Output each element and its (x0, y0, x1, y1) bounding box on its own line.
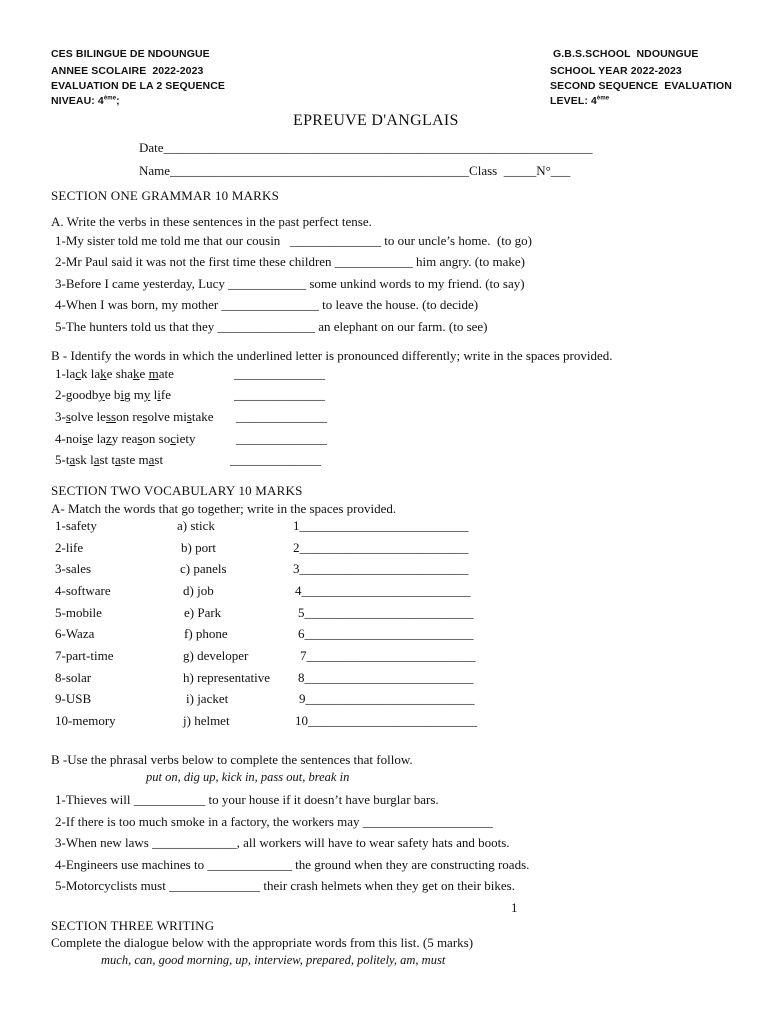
match-term: 8-solar (55, 670, 92, 685)
match-answer-blank[interactable]: 10__________________________ (295, 713, 477, 728)
match-term: 1-safety (55, 518, 97, 533)
grammar-question[interactable]: 3-Before I came yesterday, Lucy ____________ some unkind words to my friend. (to say) (55, 276, 525, 291)
match-option: a) stick (177, 518, 215, 533)
match-term: 9-USB (55, 691, 92, 706)
level-fr: NIVEAU: 4ème; (51, 95, 120, 107)
phrasal-verbs-list: put on, dig up, kick in, pass out, break in (146, 770, 350, 784)
pronunciation-word: noise (65, 431, 94, 446)
pronunciation-answer-blank[interactable]: ______________ (234, 387, 325, 402)
match-option: e) Park (184, 605, 222, 620)
pronunciation-word: mast (138, 452, 164, 467)
pronunciation-word: reason (121, 431, 156, 446)
pronunciation-word: society (158, 431, 196, 446)
match-term: 3-sales (55, 561, 92, 576)
pronunciation-words: 1-lack lake shake mate (55, 366, 174, 381)
match-term: 7-part-time (55, 648, 114, 663)
match-answer-blank[interactable]: 4__________________________ (295, 583, 471, 598)
match-term: 2-life (55, 540, 84, 555)
match-term: 6-Waza (55, 626, 95, 641)
page-number: 1 (511, 900, 518, 915)
school-name-fr: CES BILINGUE DE NDOUNGUE (51, 48, 210, 60)
match-term: 4-software (55, 583, 111, 598)
pronunciation-word: shake (115, 366, 146, 381)
name-class-field[interactable]: Name______________________________________________Class _____N°___ (139, 163, 571, 178)
evaluation-en: SECOND SEQUENCE EVALUATION (550, 80, 732, 92)
match-answer-blank[interactable]: 7__________________________ (300, 648, 476, 663)
pronunciation-words: 2-goodbye big my life (55, 387, 171, 402)
pronunciation-word: solve (65, 409, 94, 424)
school-name-en: G.B.S.SCHOOL NDOUNGUE (553, 48, 699, 60)
evaluation-fr: EVALUATION DE LA 2 SEQUENCE (51, 80, 226, 92)
grammar-question[interactable]: 1-My sister told me told me that our cousin ______________ to our uncle’s home. (to go) (55, 233, 532, 248)
pronunciation-word: goodbye (65, 387, 111, 402)
match-option: b) port (181, 540, 217, 555)
pronunciation-word: lack (65, 366, 88, 381)
level-en: LEVEL: 4ème (550, 95, 610, 107)
school-year-en: SCHOOL YEAR 2022-2023 (550, 65, 682, 77)
pronunciation-word: lake (90, 366, 113, 381)
school-year-fr: ANNEE SCOLAIRE 2022-2023 (51, 65, 204, 77)
pronunciation-word: last (90, 452, 109, 467)
match-term: 5-mobile (55, 605, 102, 620)
date-field[interactable]: Date__________________________________________________________________ (139, 140, 593, 155)
pronunciation-answer-blank[interactable]: ______________ (234, 366, 325, 381)
pronunciation-words: 3-solve lesson resolve mistake (55, 409, 214, 424)
pronunciation-word: life (153, 387, 171, 402)
pronunciation-answer-blank[interactable]: ______________ (236, 431, 327, 446)
phrasal-question[interactable]: 4-Engineers use machines to _____________ the ground when they are constructing roads. (55, 857, 530, 872)
match-answer-blank[interactable]: 6__________________________ (298, 626, 474, 641)
match-answer-blank[interactable]: 2__________________________ (293, 540, 469, 555)
grammar-question[interactable]: 4-When I was born, my mother _______________ to leave the house. (to decide) (55, 297, 479, 312)
pronunciation-words: 4-noise lazy reason society (55, 431, 196, 446)
section-two-a-instruction: A- Match the words that go together; write in the spaces provided. (51, 501, 397, 516)
match-option: c) panels (180, 561, 227, 576)
section-three-word-list: much, can, good morning, up, interview, prepared, politely, am, must (101, 953, 446, 967)
match-option: i) jacket (186, 691, 229, 706)
pronunciation-word: mate (148, 366, 174, 381)
phrasal-question[interactable]: 3-When new laws _____________, all workers will have to wear safety hats and boots. (55, 835, 510, 850)
phrasal-question[interactable]: 1-Thieves will ___________ to your house if it doesn’t have burglar bars. (55, 792, 439, 807)
match-option: h) representative (183, 670, 270, 685)
section-three-instruction: Complete the dialogue below with the appropriate words from this list. (5 marks) (51, 935, 474, 950)
pronunciation-words: 5-task last taste mast (55, 452, 164, 467)
match-answer-blank[interactable]: 9__________________________ (299, 691, 475, 706)
section-three-heading: SECTION THREE WRITING (51, 918, 215, 933)
section-one-heading: SECTION ONE GRAMMAR 10 MARKS (51, 188, 280, 203)
page-title: EPREUVE D'ANGLAIS (293, 112, 459, 129)
grammar-question[interactable]: 5-The hunters told us that they _______________ an elephant on our farm. (to see) (55, 319, 488, 334)
match-answer-blank[interactable]: 5__________________________ (298, 605, 474, 620)
pronunciation-word: my (133, 387, 151, 402)
pronunciation-answer-blank[interactable]: ______________ (230, 452, 321, 467)
match-answer-blank[interactable]: 3__________________________ (293, 561, 469, 576)
match-option: j) helmet (183, 713, 230, 728)
pronunciation-word: resolve (132, 409, 170, 424)
section-two-b-instruction: B -Use the phrasal verbs below to complete the sentences that follow. (51, 752, 413, 767)
pronunciation-answer-blank[interactable]: ______________ (236, 409, 327, 424)
section-one-b-instruction: B - Identify the words in which the underlined letter is pronounced differently; write in the spaces provided. (51, 348, 613, 363)
pronunciation-word: mistake (173, 409, 214, 424)
grammar-question[interactable]: 2-Mr Paul said it was not the first time these children ____________ him angry. (to make) (55, 254, 525, 269)
section-two-heading: SECTION TWO VOCABULARY 10 MARKS (51, 483, 303, 498)
match-option: f) phone (184, 626, 228, 641)
phrasal-question[interactable]: 2-If there is too much smoke in a factory, the workers may ____________________ (55, 814, 493, 829)
match-answer-blank[interactable]: 8__________________________ (298, 670, 474, 685)
pronunciation-word: big (113, 387, 131, 402)
pronunciation-word: lazy (96, 431, 119, 446)
match-term: 10-memory (55, 713, 116, 728)
section-one-a-instruction: A. Write the verbs in these sentences in the past perfect tense. (51, 214, 372, 229)
match-answer-blank[interactable]: 1__________________________ (293, 518, 469, 533)
pronunciation-word: taste (111, 452, 136, 467)
match-option: d) job (183, 583, 214, 598)
match-option: g) developer (183, 648, 249, 663)
phrasal-question[interactable]: 5-Motorcyclists must ______________ their crash helmets when they get on their bikes. (55, 878, 515, 893)
pronunciation-word: lesson (96, 409, 130, 424)
pronunciation-word: task (65, 452, 87, 467)
